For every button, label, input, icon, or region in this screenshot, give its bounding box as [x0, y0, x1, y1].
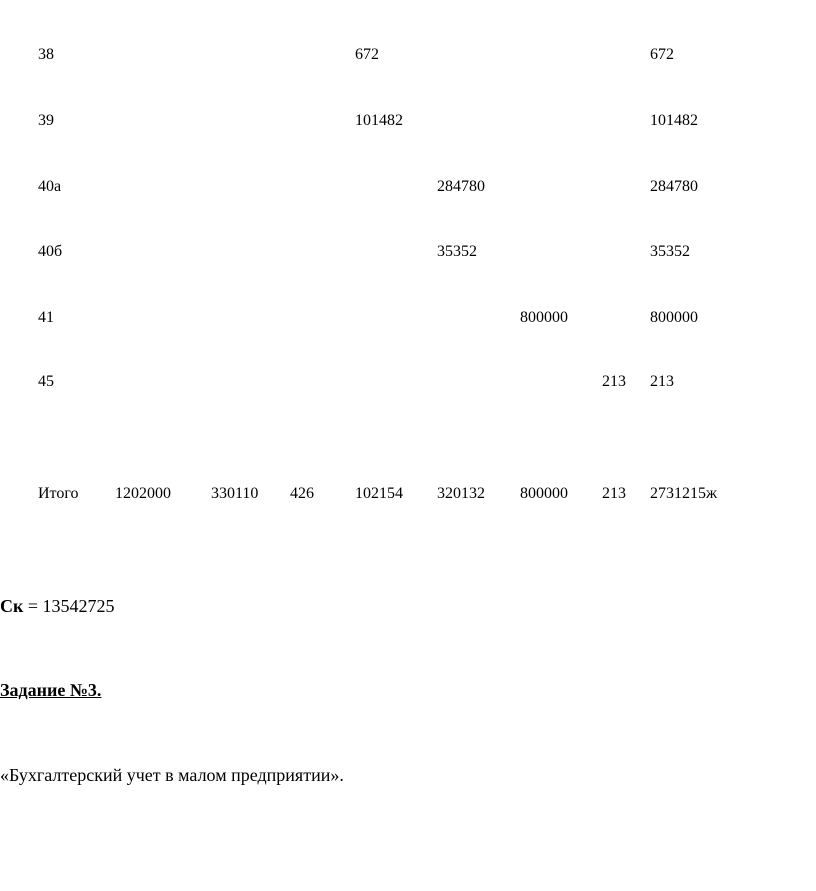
- row-total: 35352: [650, 243, 690, 260]
- table-cell: 672: [355, 46, 379, 63]
- row-total: 800000: [650, 309, 698, 326]
- table-cell: 102154: [355, 485, 403, 502]
- table-row: [0, 109, 816, 133]
- table-cell: 330110: [211, 485, 259, 502]
- table-cell: 101482: [355, 112, 403, 129]
- totals-row: [0, 482, 816, 506]
- table-cell: 35352: [437, 243, 477, 260]
- row-total: 101482: [650, 112, 698, 129]
- table-row: [0, 370, 816, 394]
- table-cell: 800000: [520, 309, 568, 326]
- table-cell: 213: [602, 373, 626, 390]
- totals-label: Итого: [38, 485, 79, 502]
- task-heading: Задание №3.: [0, 680, 102, 700]
- table-row: [0, 306, 816, 330]
- table-cell: 213: [602, 485, 626, 502]
- formula-label: Ск: [0, 596, 24, 616]
- row-total: 284780: [650, 178, 698, 195]
- row-label: 40б: [38, 243, 63, 260]
- row-total: 213: [650, 373, 674, 390]
- table-row: [0, 175, 816, 199]
- task-title: «Бухгалтерский учет в малом предприятии».: [0, 765, 344, 785]
- table-cell: 320132: [437, 485, 485, 502]
- table-cell: 800000: [520, 485, 568, 502]
- row-total: 672: [650, 46, 674, 63]
- closing-balance-formula: [0, 593, 115, 619]
- row-label: 38: [38, 46, 54, 63]
- formula-value: = 13542725: [23, 596, 115, 616]
- table-row: [0, 240, 816, 264]
- row-label: 41: [38, 309, 54, 326]
- table-cell: 426: [290, 485, 314, 502]
- row-label: 39: [38, 112, 54, 129]
- row-label: 40а: [38, 178, 62, 195]
- table-row: [0, 43, 816, 67]
- table-cell: 1202000: [115, 485, 171, 502]
- table-cell: 284780: [437, 178, 485, 195]
- grand-total: 2731215ж: [650, 485, 718, 502]
- row-label: 45: [38, 373, 54, 390]
